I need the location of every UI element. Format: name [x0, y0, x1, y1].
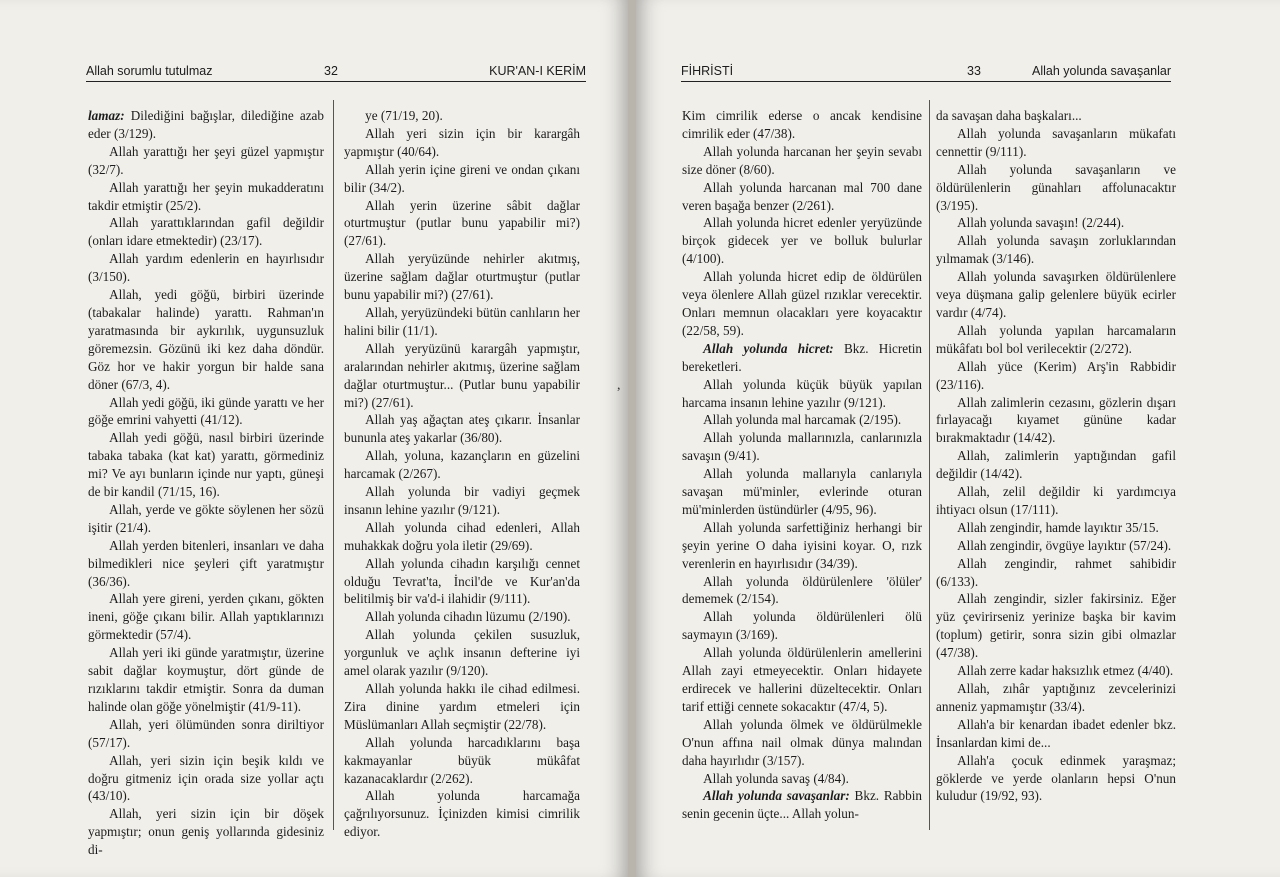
index-entry: [936, 322, 1176, 358]
index-entry: [936, 358, 1176, 394]
index-entry: [682, 340, 922, 376]
entry-text: Allah yolunda savaş (4/84).: [703, 770, 849, 786]
index-entry: [88, 537, 324, 591]
section-title: KUR'AN-I KERİM: [489, 64, 586, 78]
entry-text: Allah yolunda mallarınızla, canlarınızla savaşın (9/41).: [682, 430, 922, 464]
entry-text: Allah yolunda hakkı ile cihad edilmesi. Zira dinine yardım etmeleri için Müslümanları Allah seçmiştir (22/78).: [344, 681, 580, 732]
index-entry: [936, 107, 1176, 125]
index-entry: [682, 179, 922, 215]
index-entry: [88, 107, 324, 143]
index-entry: [344, 483, 580, 519]
index-entry: [936, 214, 1176, 232]
index-entry: [344, 340, 580, 412]
entry-text: Allah yolunda savaşanların mükafatı cennettir (9/111).: [936, 125, 1176, 159]
entry-text: Allah zengindir, rahmet sahibidir (6/133).: [936, 555, 1176, 589]
entry-text: Allah zengindir, övgüye layıktır (57/24).: [957, 537, 1172, 553]
entry-text: Allah yardım edenlerin en hayırlısıdır (3/150).: [88, 251, 324, 285]
index-entry: [682, 644, 922, 716]
entry-text: Allah yedi göğü, iki günde yarattı ve her göğe emrini vahyetti (41/12).: [88, 394, 324, 428]
index-entry: [936, 519, 1176, 537]
page-header: [681, 62, 1171, 82]
index-entry: [344, 734, 580, 788]
index-entry: [88, 214, 324, 250]
index-entry: [936, 590, 1176, 662]
index-entry: [88, 805, 324, 859]
index-entry: [88, 716, 324, 752]
index-entry: [344, 197, 580, 251]
entry-term: lamaz:: [88, 108, 125, 123]
index-entry: [682, 376, 922, 412]
index-entry: [682, 143, 922, 179]
entry-text: Allah yolunda öldürülenlerin amellerini Allah zayi etmeyecektir. Onları hidayete erdirecek ve hallerini düzeltecektir. Onları tarif ettiği cennete sokacaktır (47/4, 5).: [682, 645, 922, 714]
entry-text: da savaşan daha başkaları...: [936, 108, 1082, 123]
index-entry: [682, 770, 922, 788]
index-entry: [88, 752, 324, 806]
index-entry: [88, 143, 324, 179]
index-entry: [936, 555, 1176, 591]
entry-text: Bkz. Hicretin bereketleri.: [682, 340, 922, 374]
entry-text: Allah yerin üzerine sâbit dağlar oturtmuştur (putlar bunu yapabilir mi?) (27/61).: [344, 197, 580, 249]
index-entry: [936, 752, 1176, 806]
text-column: [88, 107, 324, 859]
entry-text: Allah yeri sizin için bir karargâh yapmıştır (40/64).: [344, 125, 580, 159]
entry-text: Bkz. Rabbin senin gecenin üçte... Allah yolun-: [682, 788, 922, 822]
column-divider: [929, 100, 930, 830]
entry-text: Kim cimrilik ederse o ancak kendisine cimrilik eder (47/38).: [682, 108, 922, 141]
index-entry: [936, 680, 1176, 716]
index-entry: [682, 107, 922, 143]
index-entry: [682, 429, 922, 465]
running-head: FİHRİSTİ: [681, 64, 734, 78]
entry-text: Allah yolunda mal harcamak (2/195).: [703, 412, 902, 428]
entry-text: Allah yeryüzünde nehirler akıtmış, üzerine sağlam dağlar oturtmuştur (putlar bunu yapabilir mi?) (27/61).: [344, 251, 580, 303]
entry-term: Allah yolunda hicret:: [703, 340, 834, 356]
entry-text: Dilediğini bağışlar, dilediğine azab eder (3/129).: [88, 108, 324, 141]
index-entry: [344, 411, 580, 447]
index-entry: [936, 483, 1176, 519]
index-entry: [344, 447, 580, 483]
entry-text: Allah, yerde ve gökte söylenen her sözü işitir (21/4).: [88, 501, 324, 535]
index-entry: [936, 447, 1176, 483]
margin-mark: ,: [617, 378, 621, 393]
entry-text: Allah yere gireni, yerden çıkanı, gökten ineni, göğe çıkanı bilir. Allah yaptıklarınızı görmektedir (57/4).: [88, 591, 324, 643]
index-entry: [682, 716, 922, 770]
page-number: 33: [967, 64, 981, 78]
entry-text: Allah yerden bitenleri, insanları ve daha bilmedikleri nice şeyleri çift yaratmıştır (36/36).: [88, 537, 324, 589]
index-entry: [682, 214, 922, 268]
entry-text: Allah, yeri ölümünden sonra diriltiyor (57/17).: [88, 716, 324, 750]
index-entry: [936, 537, 1176, 555]
index-entry: [682, 787, 922, 823]
index-entry: [88, 394, 324, 430]
entry-text: Allah yaş ağaçtan ateş çıkarır. İnsanlar bununla ateş yakarlar (36/80).: [344, 412, 580, 446]
index-entry: [682, 608, 922, 644]
column-divider: [333, 100, 334, 830]
index-entry: [682, 268, 922, 340]
section-title: Allah yolunda savaşanlar: [1032, 64, 1171, 78]
index-entry: [936, 268, 1176, 322]
index-entry: [88, 179, 324, 215]
entry-text: Allah yarattığı her şeyi güzel yapmıştır (32/7).: [88, 143, 324, 177]
index-entry: [344, 626, 580, 680]
index-entry: [682, 411, 922, 429]
index-entry: [344, 125, 580, 161]
entry-text: Allah yolunda cihadın lüzumu (2/190).: [365, 609, 571, 625]
entry-text: Allah, yoluna, kazançların en güzelini harcamak (2/267).: [344, 448, 580, 482]
entry-text: Allah yolunda sarfettiğiniz herhangi bir şeyin yerine O daha iyisini koyar. O, rızk verenlerin en hayırlısıdır (34/39).: [682, 519, 922, 571]
entry-text: Allah yeri iki günde yaratmıştır, üzerine sabit dağlar koymuştur, dört günde de rızıklarını takdir etmiştir. Sonra da duman halinde olan göğe yönelmiştir (41/9-11).: [88, 645, 324, 714]
entry-text: Allah, yeri sizin için bir döşek yapmıştır; onun geniş yollarında gidesiniz di-: [88, 806, 324, 858]
entry-text: Allah yolunda küçük büyük yapılan harcama insanın lehine yazılır (9/121).: [682, 376, 922, 410]
entry-text: Allah yolunda harcamağa çağrılıyorsunuz. İçinizden kimisi cimrilik ediyor.: [344, 788, 580, 840]
entry-text: Allah, zelil değildir ki yardımcıya ihtiyacı olsun (17/111).: [936, 484, 1176, 517]
entry-text: Allah yolunda öldürülenlere 'ölüler' dememek (2/154).: [682, 573, 922, 607]
entry-text: Allah, zıhâr yaptığınız zevcelerinizi anneniz yapmamıştır (33/4).: [936, 681, 1176, 714]
book-gutter: [628, 0, 636, 877]
entry-text: Allah yolunda harcanan mal 700 dane veren başağa benzer (2/261).: [682, 179, 922, 213]
entry-text: Allah yarattığı her şeyin mukadderatını takdir etmiştir (25/2).: [88, 179, 324, 213]
index-entry: [88, 644, 324, 716]
text-column: [344, 107, 580, 841]
entry-text: Allah'a bir kenardan ibadet edenler bkz. İnsanlardan kimi de...: [936, 716, 1176, 750]
text-column: [682, 107, 922, 823]
entry-text: Allah yolunda harcanan her şeyin sevabı size döner (8/60).: [682, 143, 922, 177]
running-head: Allah sorumlu tutulmaz: [86, 64, 213, 78]
index-entry: [88, 590, 324, 644]
index-entry: [344, 161, 580, 197]
index-entry: [682, 465, 922, 519]
index-entry: [682, 573, 922, 609]
entry-text: Allah zerre kadar haksızlık etmez (4/40).: [957, 663, 1174, 679]
entry-text: Allah yolunda savaşın! (2/244).: [957, 215, 1125, 231]
entry-text: Allah, yeri sizin için beşik kıldı ve doğru gitmeniz için orada size yollar açtı (43/10).: [88, 752, 324, 804]
index-entry: [344, 787, 580, 841]
page-number: 32: [324, 64, 338, 78]
entry-text: Allah zengindir, hamde layıktır 35/15.: [957, 519, 1159, 535]
index-entry: [344, 107, 580, 125]
entry-text: Allah yolunda mallarıyla canlarıyla savaşan mü'minler, evlerinde oturan mü'minlerden üstündürler (4/95, 96).: [682, 466, 922, 517]
entry-text: Allah yedi göğü, nasıl birbiri üzerinde tabaka tabaka (kat kat) yarattı, görmediniz mi? Ve ayı bunların içinde nur yaptı, güneşi de bir kandil (71/15, 16).: [88, 430, 324, 500]
index-entry: [344, 304, 580, 340]
entry-text: Allah, yedi göğü, birbiri üzerinde (tabakalar halinde) yarattı. Rahman'ın yaratmasında bir aykırılık, uygunsuzluk göremezsin. Gözünü iki kez daha döndür. Göz hor ve hakir yorgun bir halde sana döner (67/3, 4).: [88, 287, 324, 392]
entry-text: Allah yolunda hicret edenler yeryüzünde birçok gidecek yer ve bolluk bulurlar (4/100).: [682, 215, 922, 267]
entry-text: Allah yerin içine gireni ve ondan çıkanı bilir (34/2).: [344, 161, 580, 195]
entry-text: Allah yolunda cihad edenleri, Allah muhakkak doğru yola iletir (29/69).: [344, 519, 580, 553]
entry-text: Allah yolunda bir vadiyi geçmek insanın lehine yazılır (9/121).: [344, 484, 580, 517]
entry-term: Allah yolunda savaşanlar:: [703, 788, 850, 804]
entry-text: Allah zalimlerin cezasını, gözlerin dışarı fırlayacağı kıyamet gününe kadar bırakmaktadır (14/42).: [936, 394, 1176, 446]
entry-text: Allah yolunda yapılan harcamaların mükâfatı bol bol verilecektir (2/272).: [936, 322, 1176, 356]
index-entry: [344, 555, 580, 609]
entry-text: Allah zengindir, sizler fakirsiniz. Eğer yüz çevirirseniz yerinize başka bir kavim (toplum) getirir, sonra sizin gibi olmazlar (47/38).: [936, 591, 1176, 661]
entry-text: Allah, zalimlerin yaptığından gafil değildir (14/42).: [936, 448, 1176, 482]
entry-text: Allah yüce (Kerim) Arş'in Rabbidir (23/116).: [936, 358, 1176, 392]
left-page: [0, 0, 628, 877]
entry-text: Allah, yeryüzündeki bütün canlıların her halini bilir (11/1).: [344, 304, 580, 338]
entry-text: Allah yolunda çekilen susuzluk, yorgunluk ve açlık insanın defterine iyi amel olarak yazılır (9/120).: [344, 627, 580, 679]
entry-text: Allah yolunda öldürülenleri ölü saymayın (3/169).: [682, 609, 922, 643]
entry-text: Allah yolunda hicret edip de öldürülen veya ölenlere Allah güzel rızıklar verecektir. Onları memnun olacakları yere koyacaktır (22/58, 59).: [682, 269, 922, 338]
index-entry: [936, 125, 1176, 161]
header-rule: [681, 81, 1171, 82]
text-column: [936, 107, 1176, 805]
index-entry: [936, 232, 1176, 268]
entry-text: Allah yarattıklarından gafil değildir (onları idare etmektedir) (23/17).: [88, 215, 324, 249]
index-entry: [88, 501, 324, 537]
entry-text: Allah'a çocuk edinmek yaraşmaz; göklerde ve yerde olanların hepsi O'nun kuludur (19/92, 93).: [936, 752, 1176, 804]
entry-text: Allah yeryüzünü karargâh yapmıştır, aralarından nehirler akıtmış, üzerine sağlam dağlar oturtmuştur... (Putlar bunu yapabilir mi?) (27/61).: [344, 340, 580, 410]
entry-text: Allah yolunda cihadın karşılığı cennet olduğu Tevrat'ta, İncil'de ve Kur'an'da belitilmiş bir va'd-i ilahidir (9/111).: [344, 555, 580, 607]
page-header: [86, 62, 586, 82]
entry-text: Allah yolunda harcadıklarını başa kakmayanlar büyük mükâfat kazanacaklardır (2/262).: [344, 734, 580, 786]
index-entry: [344, 250, 580, 304]
index-entry: [88, 286, 324, 393]
index-entry: [344, 608, 580, 626]
index-entry: [936, 662, 1176, 680]
index-entry: [682, 519, 922, 573]
entry-text: Allah yolunda savaşanların ve öldürülenlerin günahları affolunacaktır (3/195).: [936, 161, 1176, 213]
index-entry: [936, 394, 1176, 448]
entry-text: Allah yolunda savaşın zorluklarından yılmamak (3/146).: [936, 233, 1176, 267]
entry-text: Allah yolunda savaşırken öldürülenlere veya düşmana galip gelenlere büyük ecirler vardır (4/74).: [936, 269, 1176, 320]
index-entry: [344, 680, 580, 734]
header-rule: [86, 81, 586, 82]
entry-text: Allah yolunda ölmek ve öldürülmekle O'nun affına nail olmak dünya malından daha hayırlıdır (3/157).: [682, 716, 922, 768]
index-entry: [936, 716, 1176, 752]
entry-text: ye (71/19, 20).: [365, 108, 443, 123]
index-entry: [936, 161, 1176, 215]
right-page: [636, 0, 1280, 877]
index-entry: [344, 519, 580, 555]
index-entry: [88, 250, 324, 286]
index-entry: [88, 429, 324, 501]
